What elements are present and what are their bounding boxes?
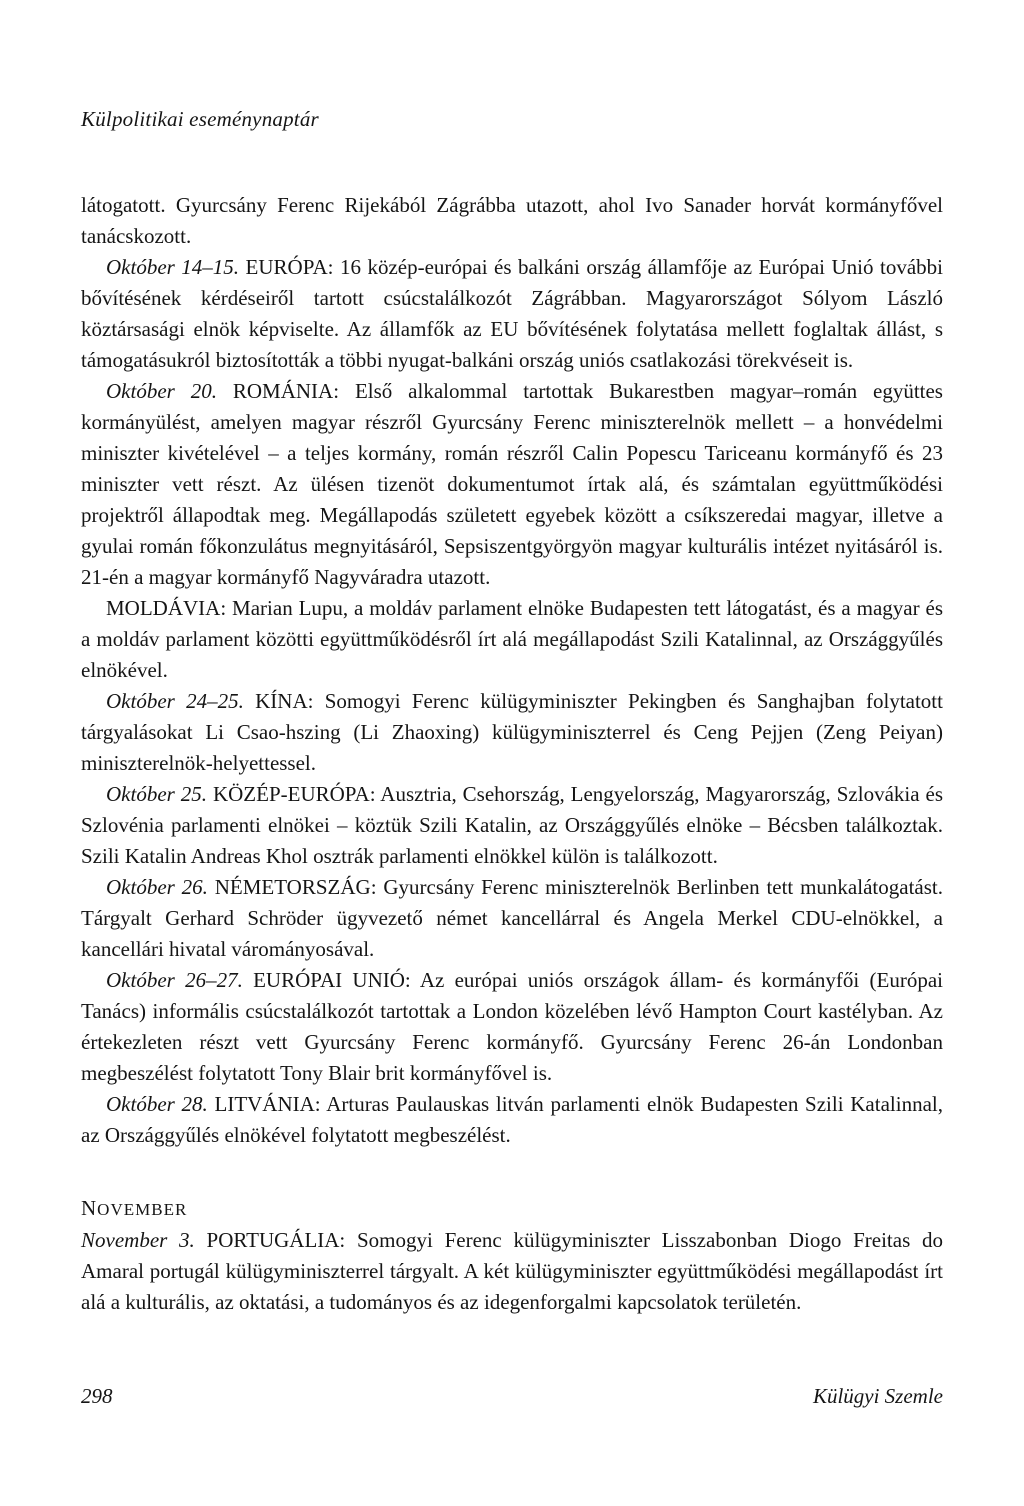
paragraph [81,872,943,965]
entry-text: ROMÁNIA: Első alkalommal tartottak Bukarestben magyar–román együttes kormányülést, amelyen magyar részről Gyurcsány Ferenc miniszterelnök mellett – a honvédelmi miniszter kivételével – a teljes kormány, román részről Calin Popescu Tariceanu kormányfő és 23 miniszter vett részt. Az ülésen tizenöt dokumentumot írtak alá, és számtalan együttműködési projektről állapodtak meg. Megállapodás született egyebek között a csíkszeredai magyar, illetve a gyulai román főkonzulátus megnyitásáról, Sepsiszentgyörgyön magyar kulturális intézet nyitásáról is. 21-én a magyar kormányfő Nagyváradra utazott. [81,379,943,589]
paragraph [81,1225,943,1318]
journal-title: Külügyi Szemle [812,1384,943,1408]
entry-date: Október 24–25. [106,689,244,713]
page-number: 298 [81,1384,113,1408]
entry-date: Október 25. [106,782,208,806]
entry-text: látogatott. Gyurcsány Ferenc Rijekából Zágrábba utazott, ahol Ivo Sanader horvát kormányfővel tanácskozott. [81,193,943,248]
paragraph [81,779,943,872]
entry-date: Október 26. [106,875,208,899]
entry-date: Október 20. [106,379,217,403]
entry-date: Október 28. [106,1092,208,1116]
entry-text: LITVÁNIA: Arturas Paulauskas litván parlamenti elnök Budapesten Szili Katalinnal, az Országgyűlés elnökével folytatott megbeszélést. [81,1092,943,1147]
paragraph [81,252,943,376]
entry-text: PORTUGÁLIA: Somogyi Ferenc külügyminiszter Lisszabonban Diogo Freitas do Amaral portugál külügyminiszterrel tárgyalt. A két külügyminiszter együttműködési megállapodást írt alá a kulturális, az oktatási, a tudományos és az idegenforgalmi kapcsolatok területén. [81,1228,943,1314]
body-text [81,190,943,1318]
paragraph [81,1089,943,1151]
entry-date: Október 26–27. [106,968,243,992]
running-head: Külpolitikai eseménynaptár [81,107,319,131]
entry-text: EURÓPA: 16 közép-európai és balkáni ország államfője az Európai Unió további bővítésének kérdéseiről tartott csúcstalálkozót Zágrábban. Magyarországot Sólyom László köztársasági elnök képviselte. Az államfők az EU bővítésének folytatása mellett foglaltak állást, s támogatásukról biztosították a többi nyugat-balkáni ország uniós csatlakozási törekvéseit is. [81,255,943,372]
entry-date: November 3. [81,1228,195,1252]
entry-text: MOLDÁVIA: Marian Lupu, a moldáv parlament elnöke Budapesten tett látogatást, és a magyar és a moldáv parlament közötti együttműködésről írt alá megállapodást Szili Katalinnal, az Országgyűlés elnökével. [81,596,943,682]
paragraph [81,593,943,686]
entry-text: KÍNA: Somogyi Ferenc külügyminiszter Pekingben és Sanghajban folytatott tárgyalásokat Li Csao-hszing (Li Zhaoxing) külügyminiszterrel és Ceng Pejjen (Zeng Peiyan) miniszterelnök-helyettessel. [81,689,943,775]
entry-date: Október 14–15. [106,255,240,279]
entry-text: EURÓPAI UNIÓ: Az európai uniós országok állam- és kormányfői (Európai Tanács) informális csúcstalálkozót tartottak a London közelében lévő Hampton Court kastélyban. Az értekezleten részt vett Gyurcsány Ferenc kormányfő. Gyurcsány Ferenc 26-án Londonban megbeszélést folytatott Tony Blair brit kormányfővel is. [81,968,943,1085]
entry-text: NÉMETORSZÁG: Gyurcsány Ferenc miniszterelnök Berlinben tett munkalátogatást. Tárgyalt Gerhard Schröder ügyvezető német kancellárral és Angela Merkel CDU-elnökkel, a kancellári hivatal várományosával. [81,875,943,961]
paragraph [81,376,943,593]
entry-text: KÖZÉP-EURÓPA: Ausztria, Csehország, Lengyelország, Magyarország, Szlovákia és Szlovénia parlamenti elnökei – köztük Szili Katalin, az Országgyűlés elnöke – Bécsben találkoztak. Szili Katalin Andreas Khol osztrák parlamenti elnökkel külön is találkozott. [81,782,943,868]
paragraph [81,190,943,252]
paragraph [81,965,943,1089]
section-heading-november: NOVEMBER [81,1196,188,1220]
paragraph [81,686,943,779]
